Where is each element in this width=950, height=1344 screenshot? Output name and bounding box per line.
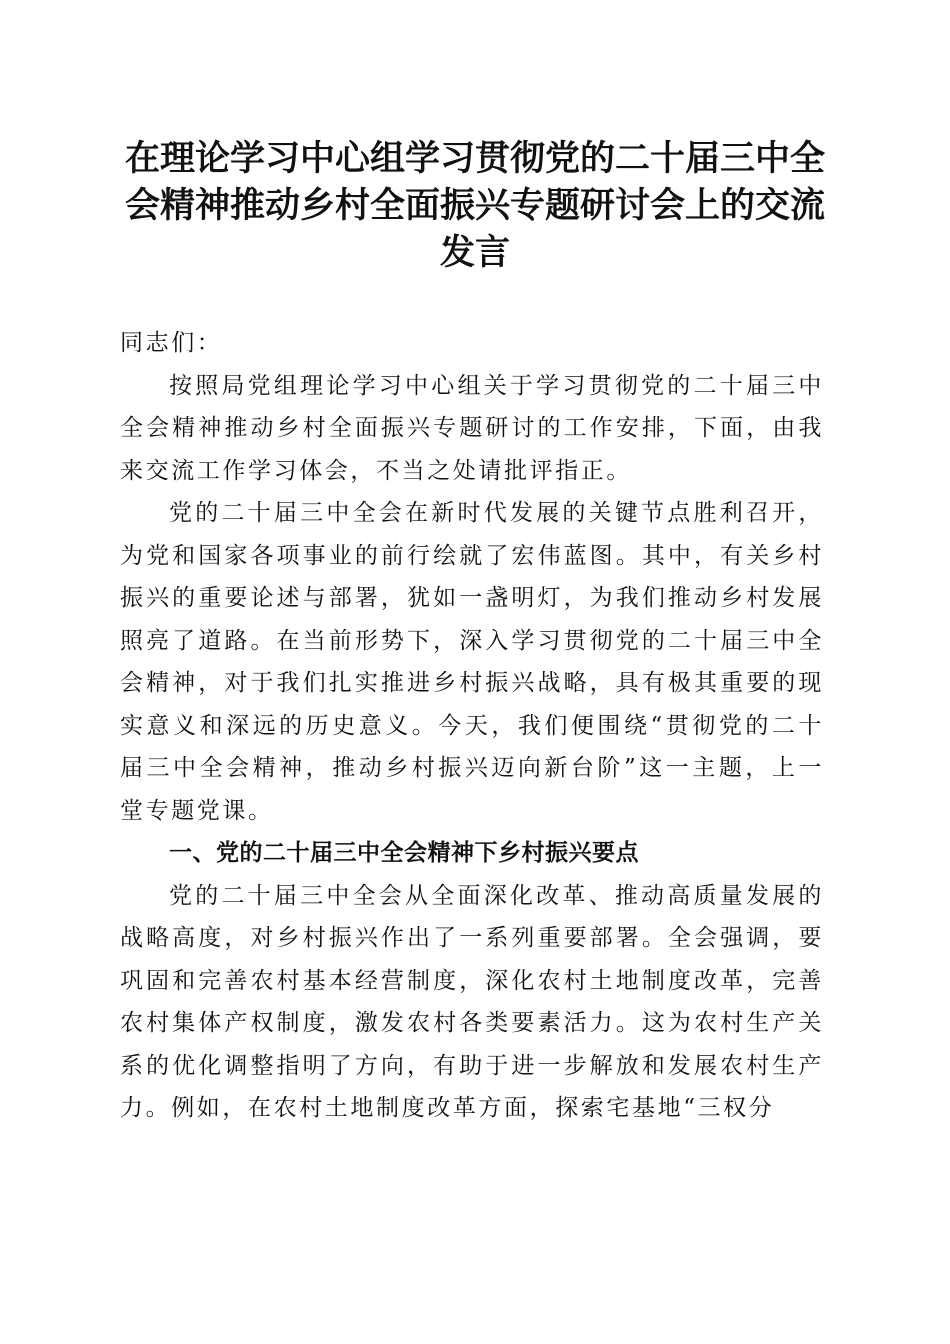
document-body xyxy=(120,322,824,1130)
paragraph-background: 党的二十届三中全会在新时代发展的关键节点胜利召开，为党和国家各项事业的前行绘就了宏伟蓝图。其中，有关乡村振兴的重要论述与部署，犹如一盏明灯，为我们推动乡村发展照亮了道路。在当前形势下，深入学习贯彻党的二十届三中全会精神，对于我们扎实推进乡村振兴战略，具有极其重要的现实意义和深远的历史意义。今天，我们便围绕“贯彻党的二十届三中全会精神，推动乡村振兴迈向新台阶”这一主题，上一堂专题党课。 xyxy=(120,500,824,824)
document-title: 在理论学习中心组学习贯彻党的二十届三中全会精神推动乡村全面振兴专题研讨会上的交流发言 xyxy=(124,138,825,273)
section-heading: 一、党的二十届三中全会精神下乡村振兴要点 xyxy=(169,840,639,866)
section-paragraph: 党的二十届三中全会从全面深化改革、推动高质量发展的战略高度，对乡村振兴作出了一系列重要部署。全会强调，要巩固和完善农村基本经营制度，深化农村土地制度改革，完善农村集体产权制度，激发农村各类要素活力。这为农村生产关系的优化调整指明了方向，有助于进一步解放和发展农村生产力。例如，在农村土地制度改革方面，探索宅基地“三权分 xyxy=(120,882,824,1121)
salutation: 同志们： xyxy=(120,330,223,356)
paragraph-intro: 按照局党组理论学习中心组关于学习贯彻党的二十届三中全会精神推动乡村全面振兴专题研讨的工作安排，下面，由我来交流工作学习体会，不当之处请批评指正。 xyxy=(120,372,824,484)
